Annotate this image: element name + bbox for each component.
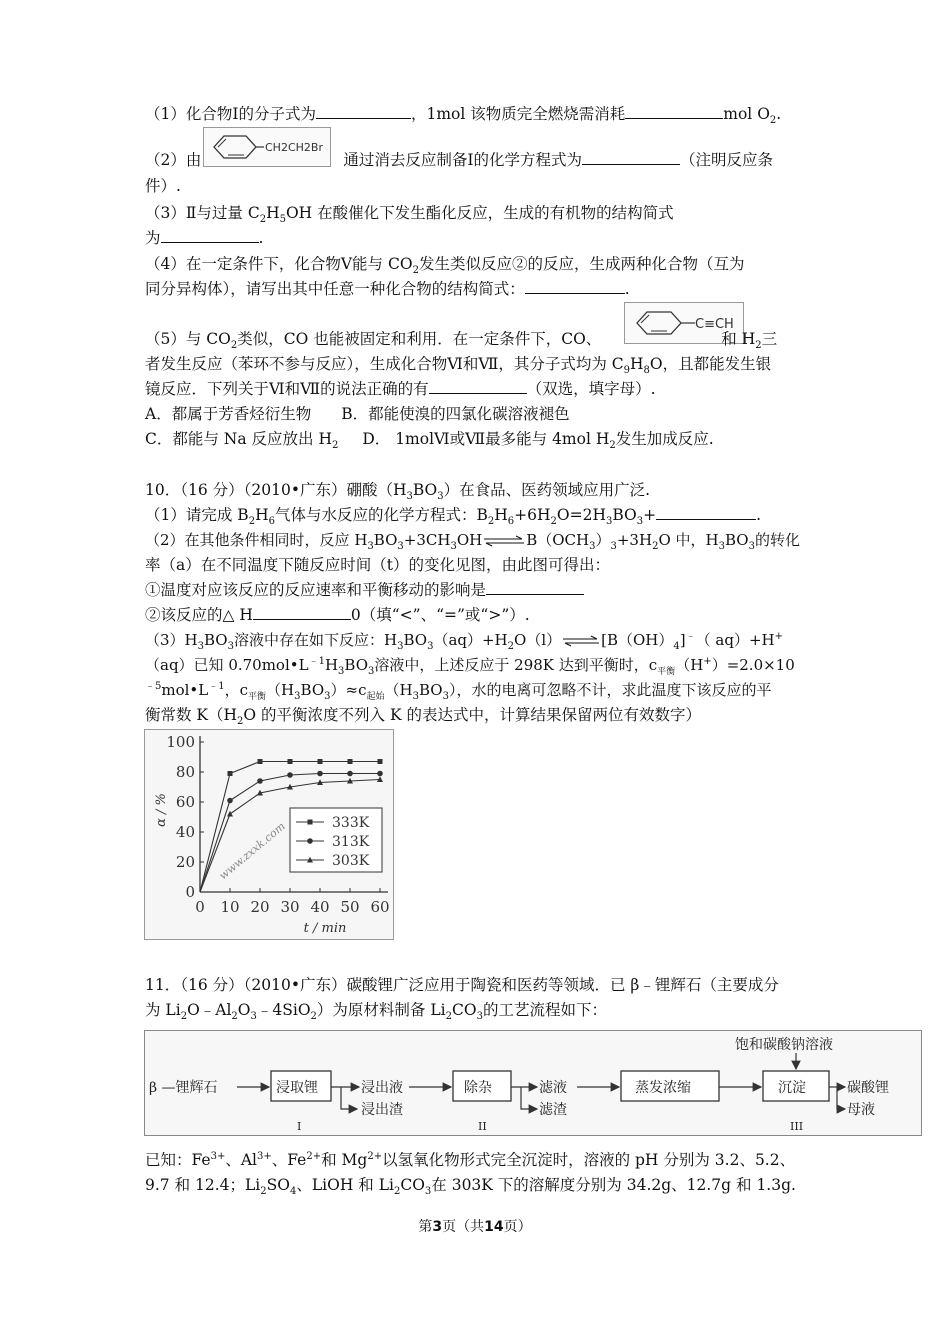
- data-point-square: [258, 759, 263, 764]
- q11-known-b: 9.7 和 12.4；$Li_2SO_4$、LiOH 和 $Li_2CO_3$在 303K 下的溶解度分别为 34.2g、12.7g 和 1.3g.: [145, 1176, 796, 1198]
- flow-box-4-label: 沉淀: [778, 1080, 806, 1096]
- data-point-circle: [377, 771, 383, 777]
- equilibrium-arrow-icon: [561, 635, 601, 647]
- q9-line3b: 为 .: [145, 229, 264, 247]
- q9-line5b: 者发生反应（苯环不参与反应），生成化合物Ⅵ和Ⅶ，其分子式均为 $C_9H_8O$，且都能发生银: [145, 355, 772, 377]
- legend-label: 303K: [332, 853, 370, 869]
- q10-title: 10．（16 分）（2010•广东）硼酸$(H_3BO_3)$在食品、医药领域应用广泛.: [145, 481, 651, 503]
- q9-line4: （4）在一定条件下，化合物Ⅴ能与 $CO_2$发生类似反应②的反应，生成两种化合物（互为: [145, 255, 745, 277]
- y-tick-label: 60: [175, 793, 195, 811]
- flow-roman-3: III: [790, 1120, 804, 1133]
- conversion-chart-svg: [145, 730, 393, 939]
- x-tick-label: 0: [195, 898, 205, 916]
- conversion-chart: [144, 729, 394, 940]
- answer-blank[interactable]: [625, 104, 723, 119]
- equilibrium-arrow-icon: [482, 535, 526, 547]
- y-tick-label: 80: [175, 763, 195, 781]
- q10-p3: $(3)H_3BO_3$溶液中存在如下反应：$H_3BO_3(aq)+H_2O(l)$ $[B(OH)_4]^﹣$（ aq）+H+: [145, 631, 783, 652]
- option-d[interactable]: D． 1molⅥ或Ⅶ最多能与 4mol $H_2$发生加成反应.: [362, 430, 714, 452]
- q10-p2-c2: ②该反应的△ H 0（填“<”、“=”或“>”）.: [145, 606, 530, 624]
- data-point-square: [308, 820, 313, 825]
- data-point-circle: [257, 778, 263, 784]
- q10-p3c: $^{﹣5}mol•L^{﹣1}$，$c_{平衡}(H_3BO_3)\approx c_{起始}(H_3BO_3)$，水的电离可忽略不计，求此温度下该反应的平: [145, 681, 772, 702]
- flow-reagent-label: 饱和碳酸钠溶液: [735, 1037, 833, 1053]
- data-point-circle: [227, 798, 233, 804]
- x-tick-label: 30: [280, 898, 300, 916]
- data-point-circle: [347, 771, 353, 777]
- x-tick-label: 60: [370, 898, 390, 916]
- q10-p1: （1）请完成 $B_2H_6$气体与水反应的化学方程式：$B_2H_6+6H_2O=2H_3BO_3+$ .: [145, 506, 762, 528]
- legend-label: 333K: [332, 815, 370, 831]
- flow-roman-1: I: [297, 1120, 302, 1133]
- q9-options-ab: [145, 404, 570, 424]
- q11-known: 已知：$Fe^{3+}$、$Al^{3+}$、$Fe^{2+}$和 $Mg^{2+}$以氢氧化物形式完全沉淀时，溶液的 pH 分别为 3.2、5.2、: [145, 1150, 796, 1169]
- x-tick-label: 50: [340, 898, 360, 916]
- x-tick-label: 20: [250, 898, 270, 916]
- q9-line3: （3）Ⅱ与过量 $C_2H_5OH$ 在酸催化下发生酯化反应，生成的有机物的结构简式: [145, 204, 674, 226]
- x-tick-label: 40: [310, 898, 330, 916]
- data-point-square: [288, 759, 293, 764]
- flow-start-label: β —锂辉石: [149, 1080, 218, 1096]
- data-point-circle: [307, 838, 313, 844]
- legend-label: 313K: [332, 834, 370, 850]
- q9-line2: （2）由 通过消去反应制备Ⅰ的化学方程式为 （注明反应条: [145, 151, 774, 169]
- answer-blank[interactable]: [253, 605, 351, 620]
- q10-p3b: （aq）已知 $0.70mol•L^{﹣1}H_3BO_3$溶液中，上述反应于 298K 达到平衡时，$c_{平衡}(H^+)=2.0\times 10$: [145, 656, 795, 677]
- flow-out-4a: 碳酸锂: [847, 1080, 889, 1096]
- flow-out-1b: 浸出渣: [361, 1102, 403, 1118]
- y-tick-label: 100: [166, 733, 195, 751]
- answer-blank[interactable]: [316, 104, 411, 119]
- y-axis-label: α / %: [154, 793, 169, 827]
- flow-box-3-label: 蒸发浓缩: [635, 1080, 691, 1096]
- answer-blank[interactable]: [656, 505, 756, 520]
- process-flowchart-svg: [145, 1031, 921, 1135]
- q9-options-cd: [145, 429, 714, 452]
- answer-blank[interactable]: [486, 580, 584, 595]
- q10-p2-c1: ①温度对应该反应的反应速率和平衡移动的影响是: [145, 580, 584, 600]
- flow-out-1a: 浸出液: [361, 1080, 403, 1096]
- flow-box-2-label: 除杂: [464, 1080, 492, 1096]
- q10-p3d: 衡常数 $K(H_2O$ 的平衡浓度不列入 K 的表达式中，计算结果保留两位有效数字）: [145, 706, 701, 728]
- flow-box-1-label: 浸取锂: [276, 1080, 318, 1096]
- y-tick-label: 20: [175, 853, 195, 871]
- y-tick-label: 40: [175, 823, 195, 841]
- option-a[interactable]: A．都属于芳香烃衍生物: [145, 405, 312, 423]
- data-point-square: [228, 771, 233, 776]
- answer-blank[interactable]: [525, 279, 625, 294]
- q9-line5c: 镜反应．下列关于Ⅵ和Ⅶ的说法正确的有 （双选，填字母）.: [145, 380, 656, 398]
- x-axis-label: t / min: [303, 921, 347, 936]
- q9-line4b: 同分异构体），请写出其中任意一种化合物的结构简式： .: [145, 280, 630, 298]
- svg-text:C≡CH: C≡CH: [695, 317, 734, 332]
- answer-blank[interactable]: [429, 379, 527, 394]
- option-b[interactable]: B．都能使溴的四氯化碳溶液褪色: [341, 405, 570, 423]
- watermark-text: www.zxxk.com: [216, 819, 288, 883]
- data-point-triangle: [227, 811, 233, 817]
- q10-p2b: 率（a）在不同温度下随反应时间（t）的变化见图，由此图可得出：: [145, 556, 610, 574]
- q11-title: 11．（16 分）（2010•广东）碳酸锂广泛应用于陶瓷和医药等领域．已 β﹣锂辉石（主要成分: [145, 976, 779, 994]
- q9-line2b: 件）.: [145, 177, 181, 195]
- svg-text:CH2CH2Br: CH2CH2Br: [265, 141, 323, 154]
- answer-blank[interactable]: [161, 228, 259, 243]
- q10-p2: （2）在其他条件相同时，反应 $H_3BO_3+3CH_3OH$ $B(OCH_3)_3+3H_2O$ 中，$H_3BO_3$的转化: [145, 531, 800, 552]
- data-point-circle: [317, 771, 323, 777]
- flow-out-4b: 母液: [847, 1102, 875, 1118]
- q11-title-b: 为 $Li_2O﹣Al_2O_3﹣4SiO_2$）为原材料制备 $Li_2CO_3$的工艺流程如下：: [145, 1001, 607, 1023]
- flow-out-2b: 滤渣: [539, 1102, 567, 1118]
- flow-roman-2: II: [478, 1120, 487, 1133]
- data-point-square: [378, 759, 383, 764]
- answer-blank[interactable]: [582, 150, 680, 165]
- data-point-circle: [287, 772, 293, 778]
- option-c[interactable]: C．都能与 Na 反应放出 $H_2$: [145, 430, 339, 452]
- flow-out-2a: 滤液: [539, 1080, 567, 1096]
- x-tick-label: 10: [220, 898, 240, 916]
- data-point-square: [318, 759, 323, 764]
- data-point-square: [348, 759, 353, 764]
- q9-line1: （1）化合物Ⅰ的分子式为 ，1mol 该物质完全燃烧需消耗 mol $O_2$.: [145, 105, 782, 127]
- q9-line5: （5）与 $CO_2$类似，CO 也能被固定和利用．在一定条件下，CO、 和 $H_2$三: [145, 330, 778, 352]
- y-tick-label: 0: [185, 883, 195, 901]
- page-footer: 第3页（共14页）: [418, 1219, 532, 1235]
- process-flowchart: [144, 1030, 922, 1136]
